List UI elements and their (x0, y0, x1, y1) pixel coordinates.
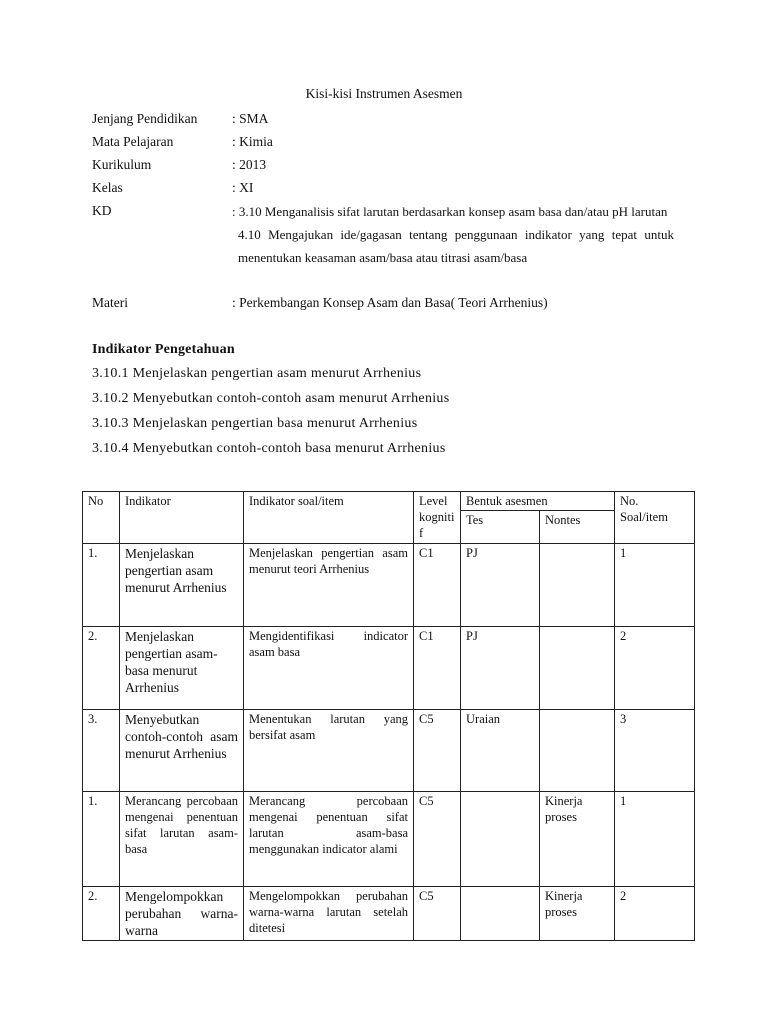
meta-label: Jenjang Pendidikan (92, 111, 198, 126)
header-indikator-soal: Indikator soal/item (244, 492, 414, 544)
meta-label: Materi (92, 295, 128, 310)
cell-no: 2. (83, 887, 120, 941)
cell-no-soal: 1 (615, 544, 695, 627)
cell-nontes: Kinerja proses (540, 887, 615, 941)
meta-label: Kelas (92, 180, 123, 195)
assessment-grid-table (82, 491, 695, 941)
kd-text (232, 200, 674, 269)
cell-no-soal: 1 (615, 792, 695, 887)
cell-indikator-soal: Menentukan larutan yang bersifat asam (244, 710, 414, 792)
header-no-soal: No. Soal/item (615, 492, 695, 544)
cell-no-soal: 2 (615, 887, 695, 941)
meta-label: Mata Pelajaran (92, 134, 174, 149)
cell-indikator-soal: Mengelompokkan perubahan warna-warna larutan setelah ditetesi (244, 887, 414, 941)
cell-nontes (540, 710, 615, 792)
cell-indikator: Menjelaskan pengertian asam menurut Arrhenius (120, 544, 244, 627)
header-no: No (83, 492, 120, 544)
indicator-item: 3.10.2 Menyebutkan contoh-contoh asam menurut Arrhenius (92, 391, 450, 406)
indicator-item: 3.10.3 Menjelaskan pengertian basa menurut Arrhenius (92, 416, 418, 431)
cell-nontes (540, 627, 615, 710)
cell-tes (461, 887, 540, 941)
meta-value: : Kimia (232, 134, 273, 149)
table-row (83, 887, 695, 941)
cell-no-soal: 2 (615, 627, 695, 710)
cell-no: 1. (83, 544, 120, 627)
cell-tes: Uraian (461, 710, 540, 792)
cell-level: C1 (414, 544, 461, 627)
kd-310: : 3.10 Menganalisis sifat larutan berdasarkan konsep asam basa dan/atau pH larutan (232, 204, 668, 219)
table-row (83, 792, 695, 887)
cell-tes: PJ (461, 544, 540, 627)
header-bentuk: Bentuk asesmen (461, 492, 615, 511)
meta-value: : SMA (232, 111, 269, 126)
table-header-row (83, 492, 695, 511)
cell-indikator: Merancang percobaan mengenai penentuan sifat larutan asam-basa (120, 792, 244, 887)
cell-level: C5 (414, 792, 461, 887)
cell-indikator-soal: Mengidentifikasi indicator asam basa (244, 627, 414, 710)
kd-410: 4.10 Mengajukan ide/gagasan tentang penggunaan indikator yang tepat untuk menentukan keasaman asam/basa atau titrasi asam/basa (238, 227, 674, 265)
table-row (83, 627, 695, 710)
cell-indikator: Menjelaskan pengertian asam-basa menurut Arrhenius (120, 627, 244, 710)
meta-value: : XI (232, 180, 254, 195)
cell-indikator: Mengelompokkan perubahan warna-warna (120, 887, 244, 941)
cell-indikator-soal: Merancang percobaan mengenai penentuan sifat larutan asam-basa menggunakan indicator alami (244, 792, 414, 887)
cell-no: 3. (83, 710, 120, 792)
indicator-item: 3.10.4 Menyebutkan contoh-contoh basa menurut Arrhenius (92, 441, 446, 456)
cell-indikator-soal: Menjelaskan pengertian asam menurut teori Arrhenius (244, 544, 414, 627)
cell-nontes (540, 544, 615, 627)
table-row (83, 544, 695, 627)
cell-no-soal: 3 (615, 710, 695, 792)
meta-value: : 2013 (232, 157, 267, 172)
header-tes: Tes (461, 511, 540, 544)
cell-indikator: Menyebutkan contoh-contoh asam menurut Arrhenius (120, 710, 244, 792)
cell-nontes: Kinerja proses (540, 792, 615, 887)
meta-label: Kurikulum (92, 157, 152, 172)
cell-level: C5 (414, 887, 461, 941)
cell-level: C5 (414, 710, 461, 792)
header-indikator: Indikator (120, 492, 244, 544)
table-row (83, 710, 695, 792)
cell-tes (461, 792, 540, 887)
cell-level: C1 (414, 627, 461, 710)
document-title: Kisi-kisi Instrumen Asesmen (305, 86, 463, 101)
header-nontes: Nontes (540, 511, 615, 544)
header-level: Level kognitif (414, 492, 461, 544)
cell-tes: PJ (461, 627, 540, 710)
meta-label: KD (92, 203, 112, 218)
meta-value: : Perkembangan Konsep Asam dan Basa( Teori Arrhenius) (232, 295, 548, 310)
cell-no: 1. (83, 792, 120, 887)
section-heading: Indikator Pengetahuan (92, 342, 235, 357)
cell-no: 2. (83, 627, 120, 710)
indicator-item: 3.10.1 Menjelaskan pengertian asam menurut Arrhenius (92, 366, 422, 381)
